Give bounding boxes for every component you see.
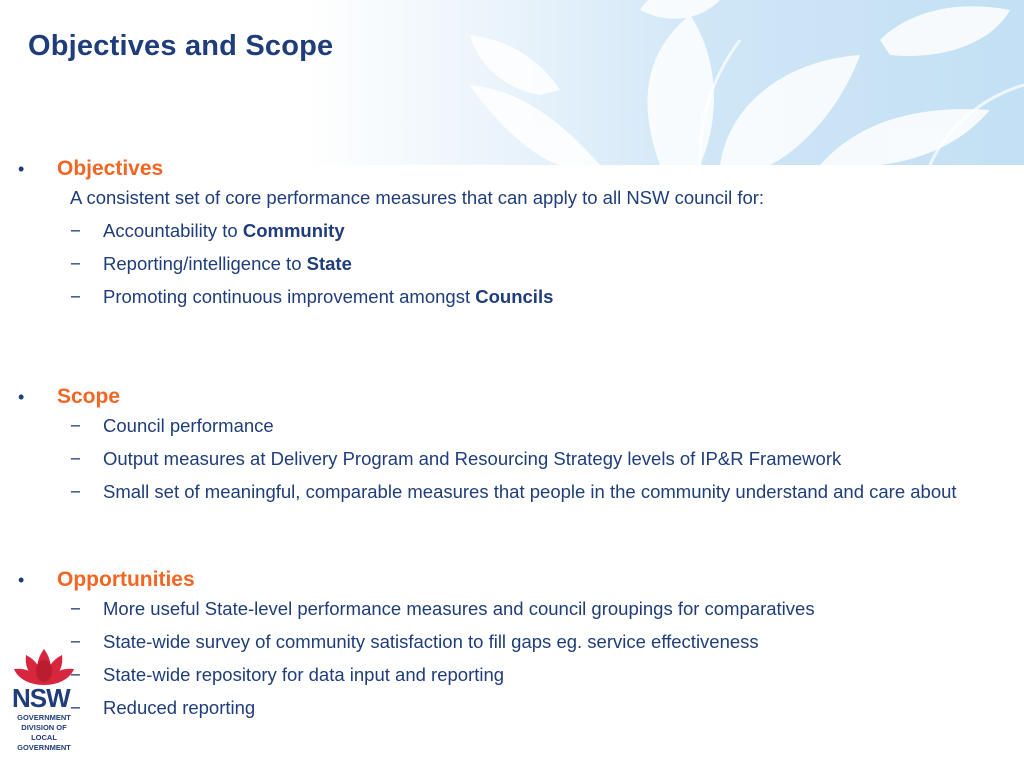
list-item	[70, 220, 1015, 242]
dash-icon: −	[70, 664, 81, 685]
dash-icon: −	[70, 598, 81, 619]
objectives-intro: A consistent set of core performance measures that can apply to all NSW council for:	[70, 187, 765, 208]
list-item-text: Accountability to	[103, 220, 243, 241]
dash-icon: −	[70, 697, 81, 718]
bullet-icon: •	[18, 570, 25, 590]
list-item-text: Promoting continuous improvement amongst	[103, 286, 476, 307]
scope-heading: Scope	[57, 385, 121, 408]
list-item	[70, 253, 1015, 275]
logo-caption-line: GOVERNMENT	[17, 743, 71, 752]
list-item	[70, 415, 1015, 437]
bullet-icon: •	[18, 159, 25, 179]
nsw-government-logo	[6, 645, 92, 763]
list-item	[70, 598, 1015, 620]
dash-icon: −	[70, 631, 81, 652]
list-item	[70, 286, 1015, 308]
objectives-heading: Objectives	[57, 157, 164, 180]
nsw-wordmark: NSW	[12, 683, 70, 713]
waratah-icon	[14, 645, 74, 687]
dash-icon: −	[70, 481, 81, 502]
dash-icon: −	[70, 220, 81, 241]
logo-caption-line: GOVERNMENT	[17, 713, 71, 722]
slide-title: Objectives and Scope	[28, 30, 334, 62]
list-item-text: More useful State-level performance measures and council groupings for comparatives	[103, 598, 815, 619]
list-item-text: Council performance	[103, 415, 274, 436]
dash-icon: −	[70, 286, 81, 307]
list-item-text: Small set of meaningful, comparable measures that people in the community understand and care about	[103, 481, 957, 502]
bullet-icon: •	[18, 387, 25, 407]
dash-icon: −	[70, 448, 81, 469]
list-item-emphasis: State	[306, 253, 352, 274]
list-item	[70, 448, 1015, 470]
list-item-text: Reduced reporting	[103, 697, 256, 718]
list-item-text: Output measures at Delivery Program and Resourcing Strategy levels of IP&R Framework	[103, 448, 842, 469]
opportunities-heading: Opportunities	[57, 568, 195, 591]
list-item-emphasis: Councils	[475, 286, 554, 307]
list-item	[70, 631, 1015, 653]
list-item	[70, 697, 1015, 719]
list-item-text: State-wide repository for data input and reporting	[103, 664, 505, 685]
logo-caption-line: DIVISION OF	[21, 723, 67, 732]
logo-caption	[6, 713, 82, 753]
list-item	[70, 481, 1015, 503]
dash-icon: −	[70, 415, 81, 436]
logo-caption-line: LOCAL	[31, 733, 57, 742]
list-item-text: Reporting/intelligence to	[103, 253, 307, 274]
dash-icon: −	[70, 253, 81, 274]
list-item-text: State-wide survey of community satisfaction to fill gaps eg. service effectiveness	[103, 631, 759, 652]
list-item-emphasis: Community	[242, 220, 345, 241]
list-item	[70, 664, 1015, 686]
